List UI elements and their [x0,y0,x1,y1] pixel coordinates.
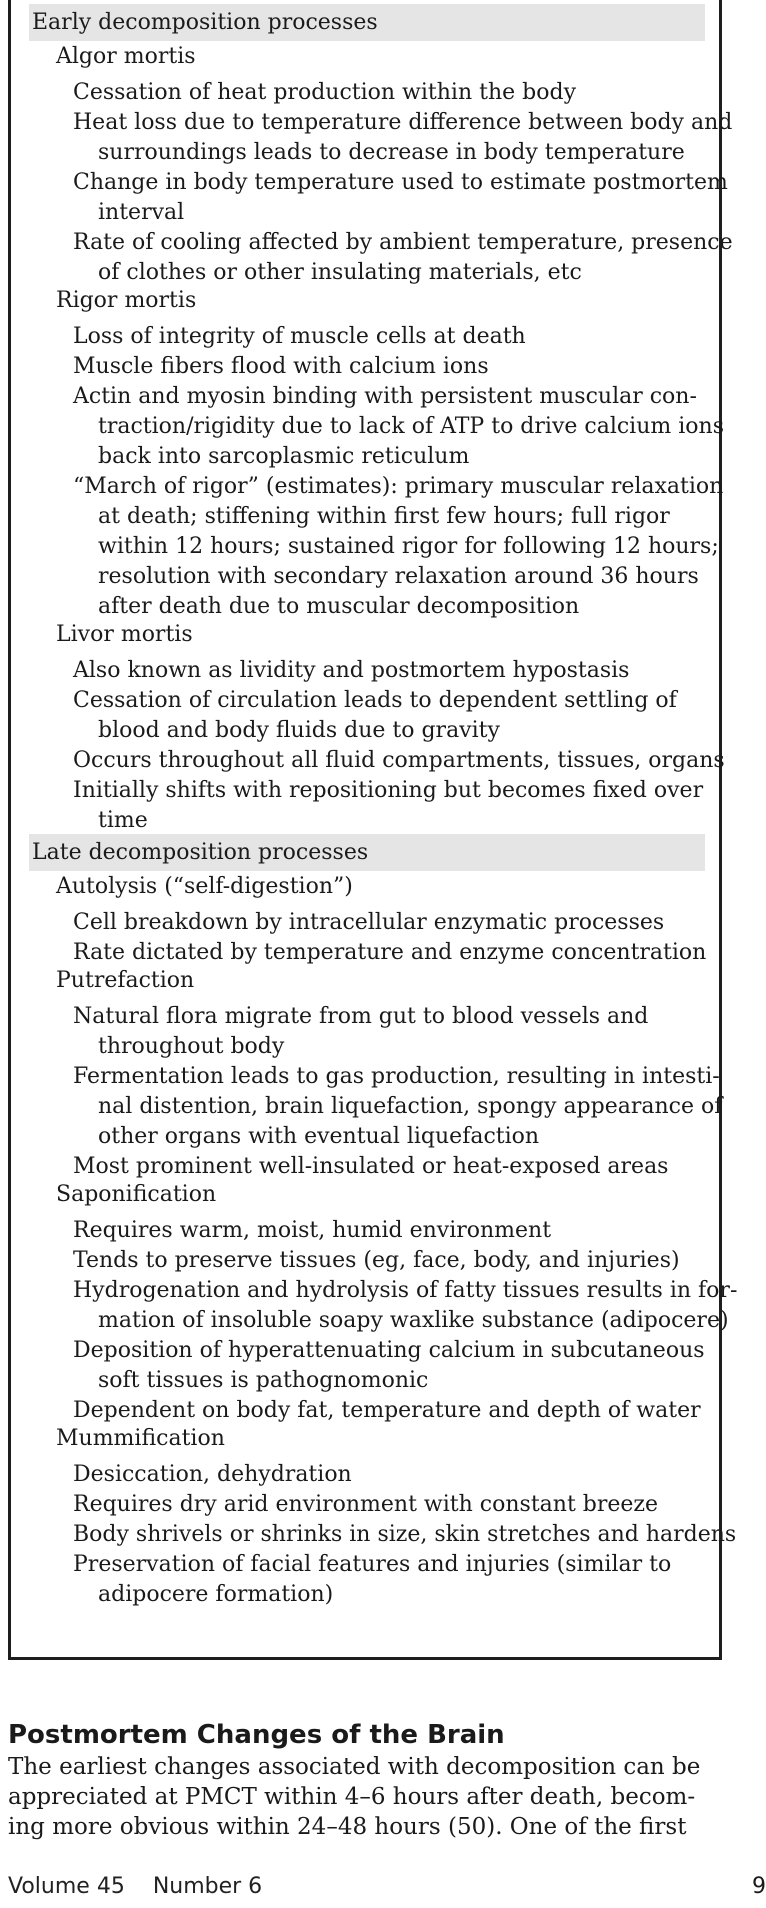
table-item-line: Hydrogenation and hydrolysis of fatty tissues results in for- [73,1278,738,1303]
table-item [73,382,724,472]
table-item-line: mation of insoluble soapy waxlike substance (adipocere) [98,1308,729,1333]
table-item-line: Heat loss due to temperature difference between body and [73,110,733,135]
table-item-line: Preservation of facial features and injuries (similar to [73,1552,672,1577]
table-item-line: Rate dictated by temperature and enzyme concentration [73,940,707,965]
table-section-header: Early decomposition processes [29,4,705,41]
table-item-line: Rate of cooling affected by ambient temperature, presence [73,230,733,255]
table-item-line: Also known as lividity and postmortem hypostasis [73,658,630,683]
table-group-heading: Algor mortis [56,44,196,69]
table-item-line: other organs with eventual liquefaction [98,1124,540,1149]
table-item-line: soft tissues is pathognomonic [98,1368,429,1393]
table-item-line: interval [98,200,185,225]
table-item [73,776,703,836]
table-item-line: Change in body temperature used to estimate postmortem [73,170,728,195]
table-item-line: at death; stiffening within first few hours; full rigor [98,504,670,529]
table-section-header: Late decomposition processes [29,834,705,871]
table-group-heading: Mummification [56,1426,225,1451]
table-group-heading: Saponification [56,1182,217,1207]
table-item-line: Dependent on body fat, temperature and depth of water [73,1398,701,1423]
table-item-line: Muscle fibers flood with calcium ions [73,354,489,379]
table-item-line: adipocere formation) [98,1582,334,1607]
paragraph-line: The earliest changes associated with decomposition can be [8,1754,701,1780]
table-item [73,322,703,352]
table-item-line: Requires warm, moist, humid environment [73,1218,552,1243]
table-item-line: Initially shifts with repositioning but becomes fixed over [73,778,704,803]
table-item-line: Desiccation, dehydration [73,1462,352,1487]
table-item-line: blood and body fluids due to gravity [98,718,500,743]
table-item [73,908,703,938]
table-item [73,1550,703,1610]
table-item-line: “March of rigor” (estimates): primary muscular relaxation [73,474,724,499]
table-item-line: Actin and myosin binding with persistent muscular con- [73,384,697,409]
table-item-line: Loss of integrity of muscle cells at death [73,324,526,349]
table-item [73,228,733,288]
section-heading: Postmortem Changes of the Brain [8,1720,505,1750]
table-item [73,1490,703,1520]
table-item [73,1062,723,1152]
table-item [73,352,703,382]
table-group-heading: Rigor mortis [56,288,197,313]
table-item [73,1152,703,1182]
table-item [73,1216,703,1246]
page-number-fragment: 9 [752,1874,766,1899]
table-item-line: nal distention, brain liquefaction, spongy appearance of [98,1094,723,1119]
table-item-line: Body shrivels or shrinks in size, skin stretches and hardens [73,1522,737,1547]
table-item-line: after death due to muscular decomposition [98,594,580,619]
table-group-heading: Autolysis (“self-digestion”) [56,874,353,899]
table-item [73,656,703,686]
table-item [73,108,733,168]
table-item [73,746,725,776]
table-item-line: time [98,808,148,833]
table-item-line: Cessation of heat production within the body [73,80,576,105]
footer-number: Number 6 [152,1874,263,1899]
table-item-line: Requires dry arid environment with constant breeze [73,1492,659,1517]
table-item-line: traction/rigidity due to lack of ATP to drive calcium ions [98,414,724,439]
table-group-heading: Putrefaction [56,968,195,993]
table-item-line: of clothes or other insulating materials, etc [98,260,582,285]
table-item-line: Tends to preserve tissues (eg, face, body, and injuries) [73,1248,680,1273]
table-item-line: Cell breakdown by intracellular enzymatic processes [73,910,665,935]
table-item-line: throughout body [98,1034,285,1059]
table-item [73,1276,738,1336]
footer-volume: Volume 45 [8,1874,125,1899]
table-item-line: resolution with secondary relaxation around 36 hours [98,564,699,589]
table-item-line: Deposition of hyperattenuating calcium in subcutaneous [73,1338,705,1363]
table-item-line: Fermentation leads to gas production, resulting in intesti- [73,1064,720,1089]
table-item-line: Occurs throughout all fluid compartments, tissues, organs [73,748,725,773]
body-paragraph [8,1752,728,1842]
table-item [73,168,728,228]
paragraph-line: appreciated at PMCT within 4–6 hours after death, becom- [8,1784,696,1810]
table-item-line: back into sarcoplasmic reticulum [98,444,470,469]
table-item [73,1002,703,1062]
table-item [73,1396,703,1426]
table-item [73,1246,703,1276]
table-item-line: within 12 hours; sustained rigor for following 12 hours; [98,534,719,559]
table-item [73,1460,703,1490]
table-item [73,686,703,746]
table-item [73,472,724,622]
table-item [73,78,703,108]
table-item-line: surroundings leads to decrease in body temperature [98,140,685,165]
table-group-heading: Livor mortis [56,622,193,647]
table-item [73,1336,703,1396]
table-item-line: Natural flora migrate from gut to blood vessels and [73,1004,649,1029]
table-item [73,938,707,968]
table-item-line: Cessation of circulation leads to dependent settling of [73,688,677,713]
table-item-line: Most prominent well-insulated or heat-exposed areas [73,1154,669,1179]
paragraph-line: ing more obvious within 24–48 hours (50). One of the first [8,1814,687,1840]
page-footer [8,1872,290,1902]
table-item [73,1520,737,1550]
